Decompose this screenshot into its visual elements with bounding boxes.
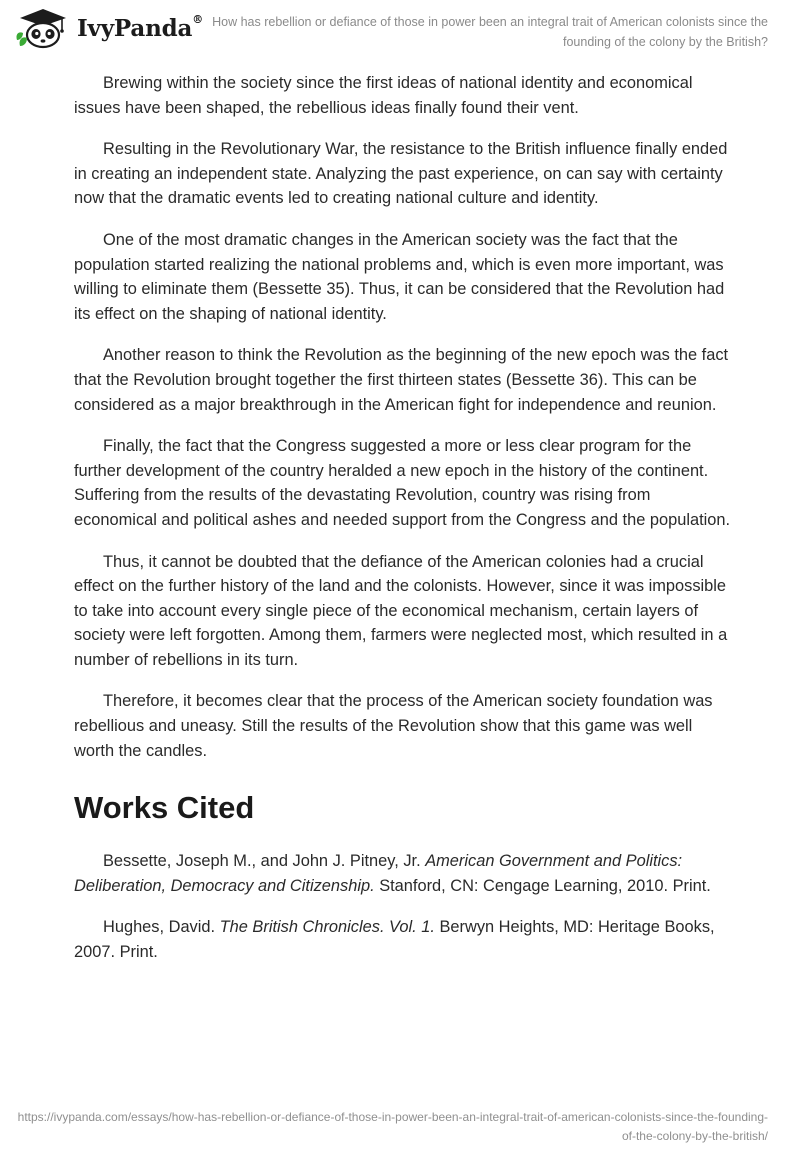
body-paragraph: Finally, the fact that the Congress suggested a more or less clear program for the further development of the country heralded a new epoch in the history of the continent. Suffering from the results of the devastating Revolution, country was rising from economical and political ashes and needed support from the Congress and the population. [74,437,731,529]
body-paragraph: Brewing within the society since the first ideas of national identity and economical issues have been shaped, the rebellious ideas finally found their vent. [74,74,693,117]
body-paragraph: Therefore, it becomes clear that the process of the American society foundation was rebellious and uneasy. Still the results of the Revolution show that this game was well worth the candles. [74,692,713,760]
source-url[interactable]: https://ivypanda.com/essays/how-has-rebellion-or-defiance-of-those-in-power-been-an-integral-trait-of-american-colonists-since-the-founding-of-the-colony-by-the-british/ [17,1110,768,1143]
citation-publisher: Berwyn Heights, MD: Heritage Books, 2007. Print. [74,918,715,962]
trademark: ® [192,12,203,26]
ivypanda-logo[interactable] [14,6,203,50]
body-paragraph: Thus, it cannot be doubted that the defiance of the American colonies had a crucial effect on the further history of the land and the colonists. However, since it was impossible to take into account every single piece of the economical mechanism, certain layers of society were left forgotten. Among them, farmers were neglected most, which resulted in a number of rebellions in its turn. [74,552,728,669]
panda-graduate-icon [14,6,72,50]
citation-title: The British Chronicles. Vol. 1. [219,918,435,937]
page-header [0,0,800,62]
essay-body [74,71,734,982]
citation-authors: Hughes, David. [103,918,220,937]
citation-publisher: Stanford, CN: Cengage Learning, 2010. Print. [374,876,711,895]
citation-authors: Bessette, Joseph M., and John J. Pitney, Jr. [103,852,426,871]
brand-name: IvyPanda® [77,12,203,42]
essay-title: How has rebellion or defiance of those in power been an integral trait of American colonists since the founding of the colony by the British? [212,15,768,49]
citation-entry [74,849,734,898]
works-cited-heading: Works Cited [74,790,255,826]
body-paragraph: One of the most dramatic changes in the American society was the fact that the population started realizing the national problems and, which is even more important, was willing to eliminate them (Bessette 35). Thus, it can be considered that the Revolution had its effect on the shaping of national identity. [74,230,725,323]
body-paragraph: Resulting in the Revolutionary War, the resistance to the British influence finally ended in creating an independent state. Analyzing the past experience, on can say with certainty now that the dramatic events led to creating national culture and identity. [74,140,728,208]
citation-title: American Government and Politics: Deliberation, Democracy and Citizenship. [74,852,683,895]
citation-entry [74,915,734,964]
body-paragraph: Another reason to think the Revolution as the beginning of the new epoch was the fact that the Revolution brought together the first thirteen states (Bessette 36). This can be considered as a major breakthrough in the American fight for independence and reunion. [74,346,729,414]
